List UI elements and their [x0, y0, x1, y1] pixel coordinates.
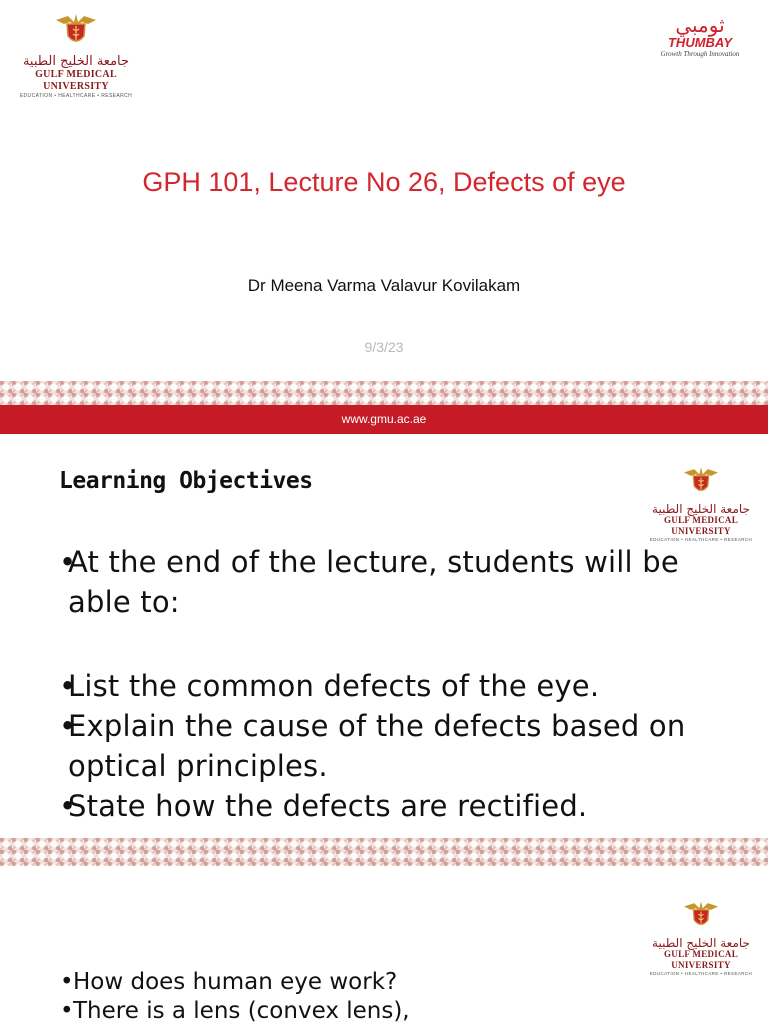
thumbay-slogan: Growth Through Innovation — [660, 50, 740, 58]
gmu-name: GULF MEDICAL UNIVERSITY — [663, 949, 739, 970]
gmu-arabic-name: جامعة الخليج الطبية — [22, 54, 130, 69]
list-item: • There is a lens (convex lens), — [60, 997, 410, 1024]
learning-objectives-slide — [0, 434, 768, 868]
slide-heading: Learning Objectives — [59, 468, 313, 494]
list-item: • At the end of the lecture, students will be able to: — [60, 542, 700, 622]
list-item: • Explain the cause of the defects based on optical principles. — [60, 706, 700, 786]
gmu-crest-icon — [682, 898, 720, 932]
gmu-tagline: EDUCATION • HEALTHCARE • RESEARCH — [19, 93, 133, 99]
decorative-pattern-band — [0, 381, 768, 405]
eye-working-slide — [0, 868, 768, 1024]
gmu-tagline: EDUCATION • HEALTHCARE • RESEARCH — [649, 971, 753, 976]
gmu-crest-icon — [54, 10, 98, 50]
slide-date: 9/3/23 — [364, 339, 404, 355]
gmu-name: GULF MEDICAL UNIVERSITY — [35, 69, 117, 92]
author-name: Dr Meena Varma Valavur Kovilakam — [247, 276, 521, 295]
footer-url: www.gmu.ac.ae — [341, 412, 427, 426]
gmu-logo — [638, 898, 764, 977]
content-list — [60, 968, 410, 1024]
thumbay-name: THUMBAY — [667, 35, 733, 50]
list-item: • How does human eye work? — [60, 968, 410, 997]
lecture-title: GPH 101, Lecture No 26, Defects of eye — [142, 167, 626, 197]
gmu-tagline: EDUCATION • HEALTHCARE • RESEARCH — [649, 537, 753, 542]
gmu-logo — [638, 464, 764, 543]
gmu-logo — [6, 10, 146, 100]
list-item: • State how the defects are rectified. — [60, 786, 700, 826]
objectives-list — [60, 542, 700, 826]
list-item: • List the common defects of the eye. — [60, 666, 700, 706]
thumbay-logo — [660, 14, 740, 59]
gmu-arabic-name: جامعة الخليج الطبية — [652, 502, 750, 516]
thumbay-arabic-mark: ثومبي — [675, 13, 725, 37]
title-slide — [0, 0, 768, 434]
footer-url-bar — [0, 405, 768, 434]
gmu-name: GULF MEDICAL UNIVERSITY — [663, 515, 739, 536]
gmu-crest-icon — [682, 464, 720, 498]
gmu-arabic-name: جامعة الخليج الطبية — [652, 936, 750, 950]
decorative-pattern-band — [0, 838, 768, 866]
